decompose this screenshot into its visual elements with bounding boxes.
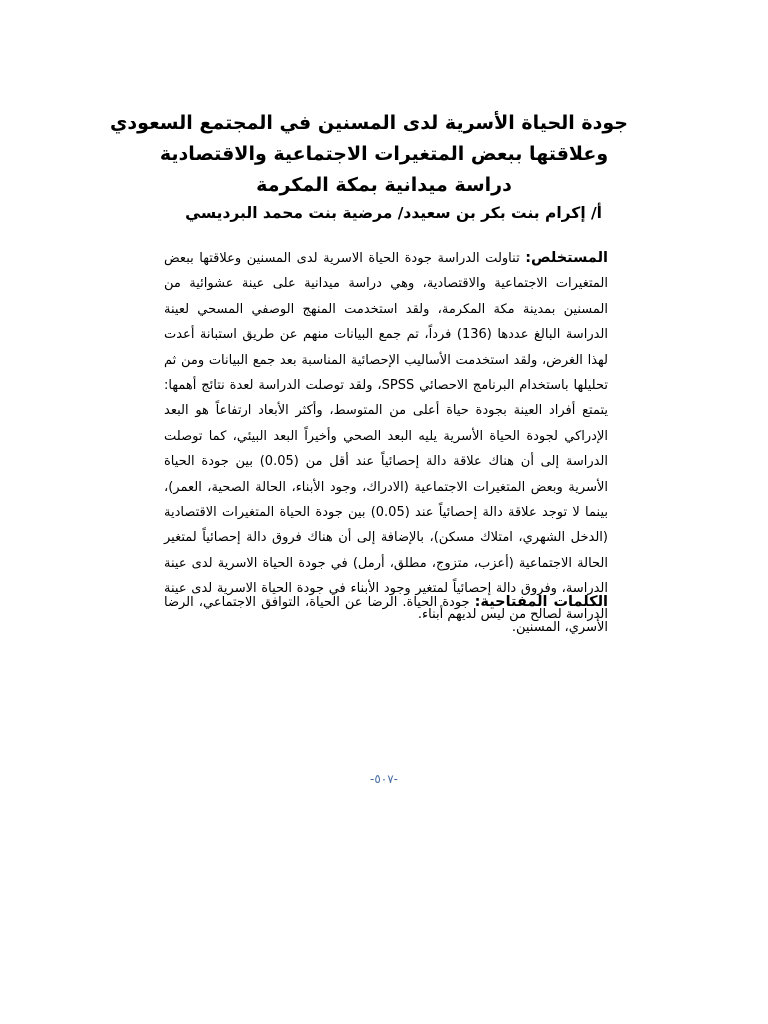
author-first: أ/ إكرام بنت بكر بن سعيد [411,204,602,222]
author-second: د/ مرضية بنت محمد البرديسي [185,204,412,222]
keywords-paragraph [164,590,608,640]
keywords-text: جودة الحياة. الرضا عن الحياة، التوافق الاجتماعي، الرضا الأسري، المسنين. [164,595,608,635]
title-line-1: جودة الحياة الأسرية لدى المسنين في المجتمع السعودي [110,112,628,134]
authors-line [185,204,602,222]
paper-title [110,108,628,201]
keywords-label: الكلمات المفتاحية: [474,594,608,610]
abstract-label: المستخلص: [525,250,608,266]
title-line-3: دراسة ميدانية بمكة المكرمة [256,174,512,196]
page-number: -٥٠٧- [369,772,399,786]
abstract-paragraph [164,246,608,627]
abstract-text: تناولت الدراسة جودة الحياة الاسرية لدى المسنين وعلاقتها ببعض المتغيرات الاجتماعية والاقتصادية، وهي دراسة ميدانية على عينة عشوائية من المسنين بمدينة مكة المكرمة، ولقد استخدمت المنهج الوصفي المسحي لعينة الدراسة البالغ عددها (136) فرداً، تم جمع البيانات منهم عن طريق استبانة أعدت لهذا الغرض، ولقد استخدمت الأساليب الإحصائية المناسبة بعد جمع البيانات ومن ثم تحليلها باستخدام البرنامج الاحصائي SPSS، ولقد توصلت الدراسة لعدة نتائج أهمها: يتمتع أفراد العينة بجودة حياة أعلى من المتوسط، وأكثر الأبعاد ارتفاعاً هو البعد الإدراكي لجودة الحياة الأسرية يليه البعد الصحي وأخيراً البعد البيئي، كما توصلت الدراسة إلى أن هناك علاقة دالة إحصائياً عند أقل من (0.05) بين جودة الحياة الأسرية وبعض المتغيرات الاجتماعية (الادراك، وجود الأبناء، الحالة الصحية، العمر)، بينما لا توجد علاقة دالة إحصائياً عند (0.05) بين جودة الحياة المتغيرات الاقتصادية (الدخل الشهري، امتلاك مسكن)، بالإضافة إلى أن هناك فروق دالة إحصائياً لمتغير الحالة الاجتماعية (أعزب، متزوج، مطلق، أرمل) في جودة الحياة الاسرية لدى عينة الدراسة، وفروق دالة إحصائياً لمتغير وجود الأبناء في جودة الحياة الاسرية لدى عينة الدراسة لصالح من ليس لديهم أبناء. [164,251,609,622]
title-line-2: وعلاقتها ببعض المتغيرات الاجتماعية والاقتصادية [159,143,609,165]
